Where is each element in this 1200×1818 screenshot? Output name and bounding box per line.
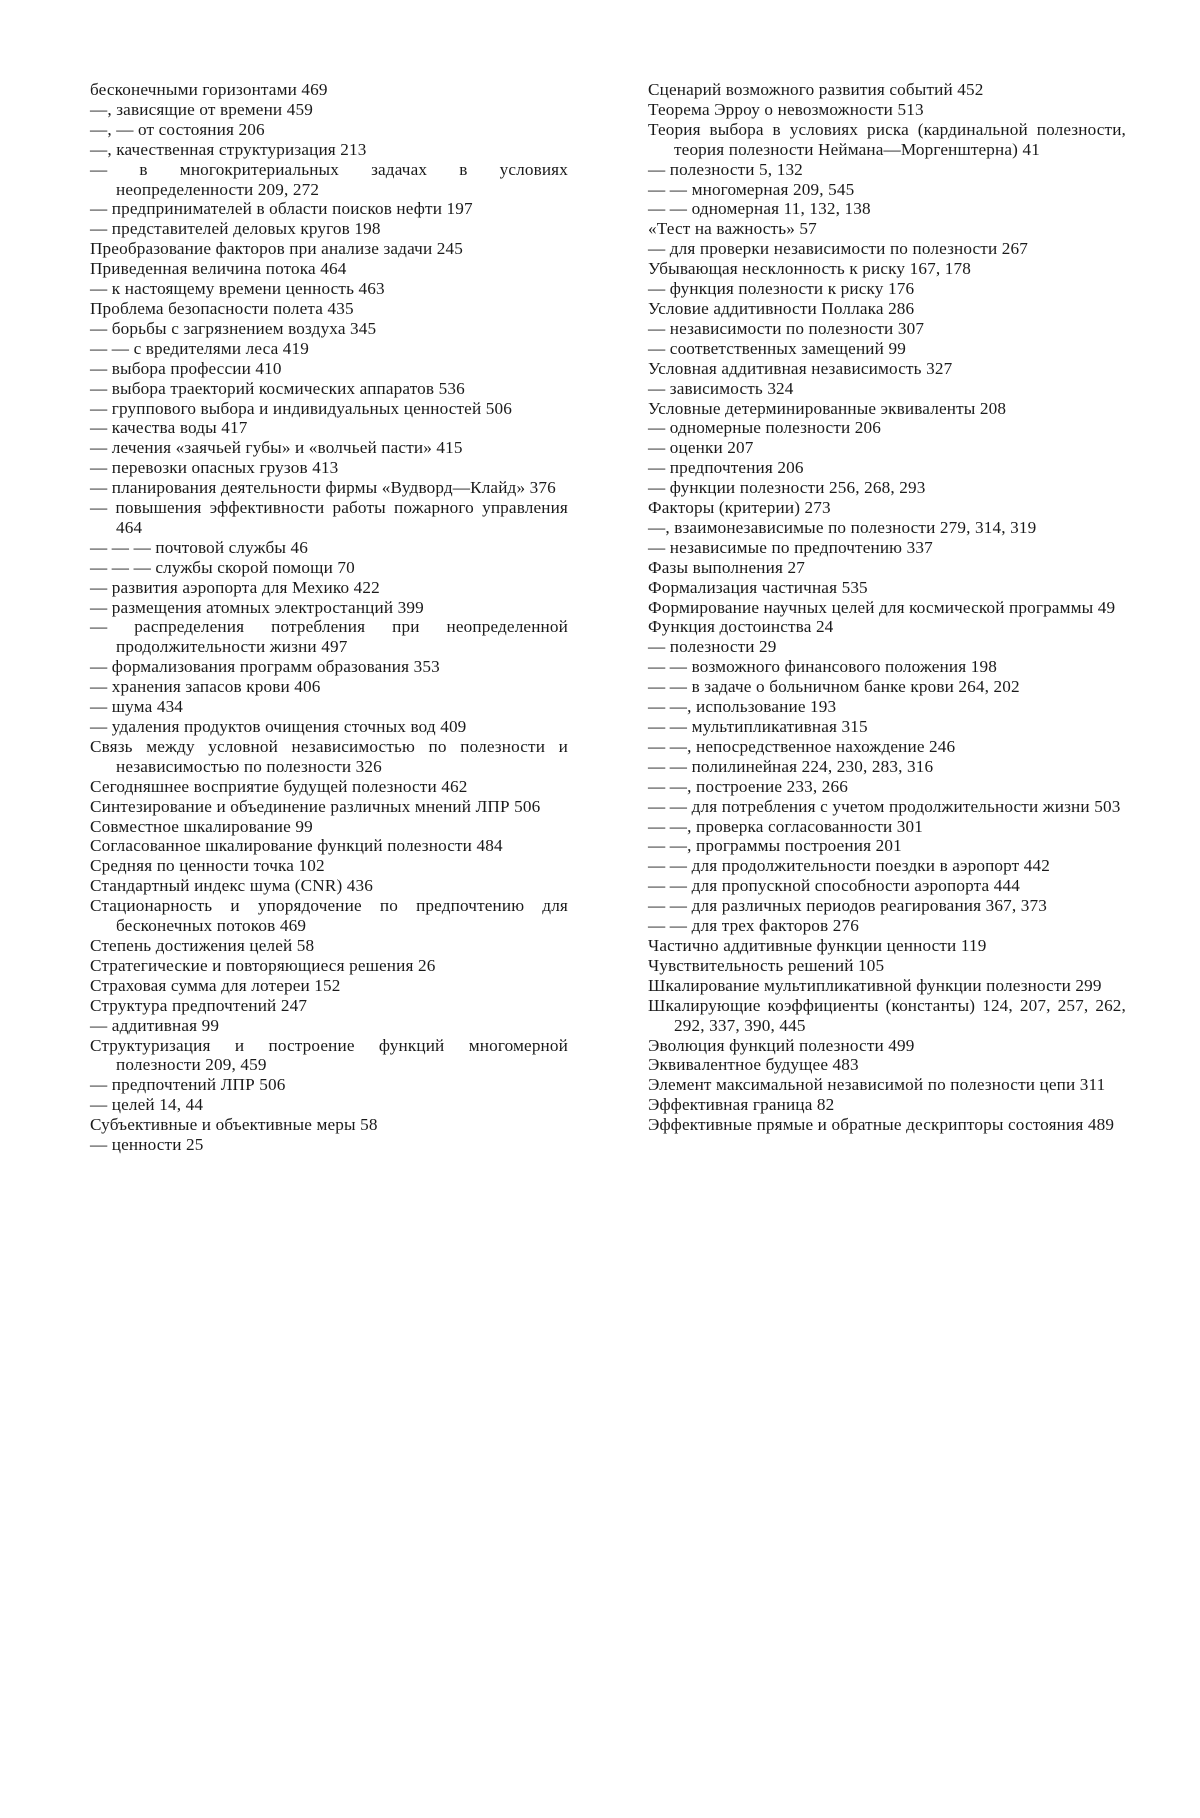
index-entry: — выбора траекторий космических аппаратов 536 [90, 378, 465, 398]
index-entry: Убывающая несклонность к риску 167, 178 [648, 259, 971, 279]
index-entry: — удаления продуктов очищения сточных вод 409 [90, 717, 467, 736]
index-entry: — группового выбора и индивидуальных ценностей 506 [90, 398, 512, 418]
index-entry: — распределения потребления при неопределенной продолжительности жизни 497 [90, 617, 568, 657]
index-entry: — зависимость 324 [648, 378, 794, 398]
index-entry: Фазы выполнения 27 [648, 557, 805, 577]
index-entry: Структура предпочтений 247 [90, 995, 308, 1015]
index-entry: Стационарность и упорядочение по предпочтению для бесконечных потоков 469 [90, 896, 568, 936]
index-entry: — — мультипликативная 315 [648, 717, 868, 736]
index-entry: Согласованное шкалирование функций полезности 484 [90, 836, 503, 856]
index-entry: Сценарий возможного развития событий 452 [648, 80, 984, 99]
index-entry: — одномерные полезности 206 [648, 418, 882, 438]
index-entry: Стратегические и повторяющиеся решения 26 [90, 955, 436, 975]
index-entry: Эволюция функций полезности 499 [648, 1035, 915, 1055]
index-entry: — — — почтовой службы 46 [90, 537, 309, 557]
index-entry: — —, непосредственное нахождение 246 [648, 736, 956, 756]
index-entry: Связь между условной независимостью по полезности и независимостью по полезности 326 [90, 736, 568, 776]
index-entry: Шкалирующие коэффициенты (константы) 124, 207, 257, 262, 292, 337, 390, 445 [648, 995, 1126, 1035]
index-entry: Эффективная граница 82 [648, 1095, 835, 1115]
index-entry: Теория выбора в условиях риска (кардинальной полезности, теория полезности Неймана—Моргенштерна) 41 [648, 119, 1126, 159]
index-entry: Синтезирование и объединение различных мнений ЛПР 506 [90, 796, 541, 816]
index-entry: — —, использование 193 [648, 697, 837, 717]
index-entry: — — полилинейная 224, 230, 283, 316 [648, 756, 934, 776]
index-entry: — — многомерная 209, 545 [648, 179, 855, 199]
index-entry: — выбора профессии 410 [90, 358, 282, 378]
index-entry: Формирование научных целей для космической программы 49 [648, 597, 1116, 617]
index-entry: — формализования программ образования 353 [90, 657, 440, 677]
index-entry: Эквивалентное будущее 483 [648, 1055, 859, 1075]
index-entry: — шума 434 [90, 697, 184, 717]
index-entry: Стандартный индекс шума (CNR) 436 [90, 876, 373, 896]
index-entry: — борьбы с загрязнением воздуха 345 [90, 318, 377, 338]
index-entry: — развития аэропорта для Мехико 422 [90, 577, 380, 597]
index-entry: — хранения запасов крови 406 [90, 677, 321, 697]
index-entry: Частично аддитивные функции ценности 119 [648, 935, 987, 955]
index-entry: — — с вредителями леса 419 [90, 338, 310, 358]
index-entry: Структуризация и построение функций многомерной полезности 209, 459 [90, 1035, 568, 1075]
index-entry: Элемент максимальной независимой по полезности цепи 311 [648, 1075, 1106, 1095]
index-entry: — лечения «заячьей губы» и «волчьей пасти» 415 [90, 438, 463, 458]
index-entry: — предпочтений ЛПР 506 [90, 1075, 286, 1095]
index-entry: —, взаимонезависимые по полезности 279, 314, 319 [648, 517, 1037, 537]
index-entry: — — одномерная 11, 132, 138 [648, 199, 871, 219]
index-entry: — предпринимателей в области поисков нефти 197 [90, 199, 473, 219]
index-entry: — — для различных периодов реагирования 367, 373 [648, 896, 1047, 916]
index-entry: — планирования деятельности фирмы «Вудворд—Клайд» 376 [90, 478, 556, 498]
index-entry: — оценки 207 [648, 438, 754, 458]
index-entry: Субъективные и объективные меры 58 [90, 1115, 378, 1135]
index-entry: «Тест на важность» 57 [648, 219, 817, 239]
index-entry: — — в задаче о больничном банке крови 264, 202 [648, 677, 1020, 697]
index-entry: — для проверки независимости по полезности 267 [648, 239, 1028, 259]
index-entry: Преобразование факторов при анализе задачи 245 [90, 239, 463, 259]
index-entry: Степень достижения целей 58 [90, 935, 315, 955]
index-entry: — — для пропускной способности аэропорта 444 [648, 876, 1020, 896]
index-entry: — —, построение 233, 266 [648, 776, 848, 796]
index-entry: — независимости по полезности 307 [648, 318, 925, 338]
index-entry: — функции полезности 256, 268, 293 [648, 478, 926, 498]
index-entry: — — для продолжительности поездки в аэропорт 442 [648, 856, 1051, 876]
index-entry: — — для трех факторов 276 [648, 916, 859, 936]
index-entry: Эффективные прямые и обратные дескрипторы состояния 489 [648, 1115, 1115, 1135]
index-entry: — —, проверка согласованности 301 [648, 816, 924, 836]
index-entry: — представителей деловых кругов 198 [90, 219, 381, 239]
index-entry: Приведенная величина потока 464 [90, 259, 347, 279]
index-entry: — повышения эффективности работы пожарного управления 464 [90, 498, 568, 537]
index-entry: Условные детерминированные эквиваленты 208 [648, 398, 1007, 418]
index-entry: Страховая сумма для лотереи 152 [90, 975, 341, 995]
index-entry: Шкалирование мультипликативной функции полезности 299 [648, 975, 1102, 995]
index-entry: Условная аддитивная независимость 327 [648, 358, 953, 378]
index-entry: Сегодняшнее восприятие будущей полезности 462 [90, 776, 468, 796]
index-entry: — размещения атомных электростанций 399 [90, 597, 424, 617]
index-column-right [648, 80, 1126, 1135]
index-entry: — перевозки опасных грузов 413 [90, 458, 339, 478]
index-entry: Теорема Эрроу о невозможности 513 [648, 99, 924, 119]
index-entry: Проблема безопасности полета 435 [90, 298, 354, 318]
index-entry: — ценности 25 [90, 1135, 204, 1155]
index-column-left [90, 80, 568, 1155]
index-entry: — независимые по предпочтению 337 [648, 537, 933, 557]
index-entry: Совместное шкалирование 99 [90, 816, 313, 836]
index-entry: — — возможного финансового положения 198 [648, 657, 997, 677]
index-entry: Чувствительность решений 105 [648, 955, 885, 975]
index-entry: Факторы (критерии) 273 [648, 498, 831, 518]
index-entry: —, зависящие от времени 459 [90, 99, 313, 119]
index-entry: — предпочтения 206 [648, 458, 804, 478]
index-entry: — — для потребления с учетом продолжительности жизни 503 [648, 796, 1121, 816]
index-entry: —, — от состояния 206 [90, 119, 265, 139]
index-entry: — —, программы построения 201 [648, 836, 902, 856]
index-entry: Условие аддитивности Поллака 286 [648, 298, 915, 318]
index-entry: Формализация частичная 535 [648, 577, 868, 597]
index-entry: — полезности 29 [648, 637, 777, 657]
index-entry: — аддитивная 99 [90, 1015, 220, 1035]
index-entry: Функция достоинства 24 [648, 617, 834, 637]
index-entry: — целей 14, 44 [90, 1095, 204, 1115]
index-entry: — — — службы скорой помощи 70 [90, 557, 355, 577]
index-entry: — в многокритериальных задачах в условиях неопределенности 209, 272 [90, 159, 568, 199]
index-entry: — к настоящему времени ценность 463 [90, 279, 385, 299]
index-entry: — функция полезности к риску 176 [648, 279, 915, 299]
index-entry: Средняя по ценности точка 102 [90, 856, 325, 876]
index-entry: бесконечными горизонтами 469 [90, 80, 328, 99]
index-entry: —, качественная структуризация 213 [90, 139, 367, 159]
index-entry: — соответственных замещений 99 [648, 338, 906, 358]
index-entry: — качества воды 417 [90, 418, 248, 438]
index-entry: — полезности 5, 132 [648, 159, 803, 179]
